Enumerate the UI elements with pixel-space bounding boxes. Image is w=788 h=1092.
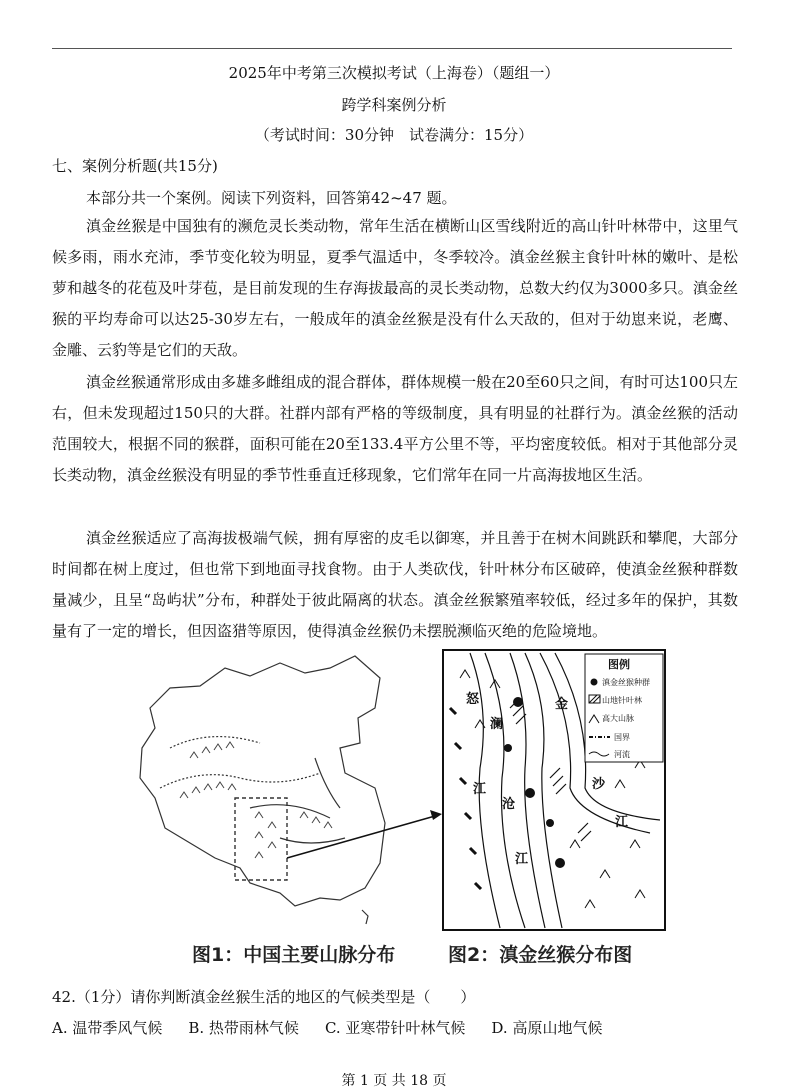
option-a[interactable]: A. 温带季风气候 <box>52 1019 163 1037</box>
mountain-ticks <box>180 742 332 858</box>
figure-maps <box>130 648 670 973</box>
question-42: 42.（1分）请你判断滇金丝猴生活的地区的气候类型是（ ） <box>52 988 476 1006</box>
section-intro: 本部分共一个案例。阅读下列资料，回答第42~47 题。 <box>86 189 457 207</box>
paragraph-1: 滇金丝猴是中国独有的濒危灵长类动物，常年生活在横断山区雪线附近的高山针叶林带中，这里气候多雨，雨水充沛，季节变化较为明显，夏季气温适中，冬季较冷。滇金丝猴主食针叶林的嫩叶、是松萝和越冬的花苞及叶芽苞，是目前发现的生存海拔最高的灵长类动物，总数大约仅为3000多只。滇金丝猴的平均寿命可以达25-30岁左右，一般成年的滇金丝猴是没有什么天敌的，但对于幼崽来说，老鹰、金雕、云豹等是它们的天敌。 <box>52 217 738 359</box>
legend-item: 高大山脉 <box>602 714 634 723</box>
arrow-line <box>287 816 435 858</box>
legend-item: 山地针叶林 <box>602 696 642 705</box>
river-label: 江 <box>515 852 529 867</box>
option-d[interactable]: D. 高原山地气候 <box>491 1019 603 1037</box>
legend-item: 国界 <box>614 733 630 742</box>
paragraph-2: 滇金丝猴通常形成由多雄多雌组成的混合群体，群体规模一般在20至60只之间，有时可达100只左右，但未发现超过150只的大群。社群内部有严格的等级制度，具有明显的社群行为。滇金丝猴的活动范围较大，根据不同的猴群，面积可能在20至133.4平方公里不等，平均密度较低。相对于其他部分灵长类动物，滇金丝猴没有明显的季节性垂直迁移现象，它们常年在同一片高海拔地区生活。 <box>52 373 738 484</box>
river-label: 沙 <box>592 777 606 792</box>
legend-item: 河流 <box>614 750 630 759</box>
exam-title: 2025年中考第三次模拟考试（上海卷）（题组一） <box>228 64 560 82</box>
paragraph-3: 滇金丝猴适应了高海拔极端气候，拥有厚密的皮毛以御寒，并且善于在树木间跳跃和攀爬，大部分时间都在树上度过，但也常下到地面寻找食物。由于人类砍伐，针叶林分布区破碎，使滇金丝猴种群数量减少，且呈“岛屿状”分布，种群处于彼此隔离的状态。滇金丝猴繁殖率较低，经过多年的保护，其数量有了一定的增长，但因盗猎等原因，使得滇金丝猴仍未摆脱濒临灭绝的危险境地。 <box>52 529 738 640</box>
river-label: 金 <box>555 697 569 712</box>
river-label: 怒 <box>466 692 480 707</box>
distribution-map <box>443 650 665 930</box>
figure-caption-2: 图2：滇金丝猴分布图 <box>448 944 633 966</box>
legend-title: 图例 <box>608 658 630 671</box>
river-label: 江 <box>615 815 629 830</box>
arrow-head <box>430 810 442 820</box>
exam-info: （考试时间：30分钟 试卷满分：15分） <box>254 126 534 144</box>
option-c[interactable]: C. 亚寒带针叶林气候 <box>324 1019 466 1037</box>
answer-options <box>52 1017 628 1038</box>
exam-subtitle: 跨学科案例分析 <box>341 96 447 114</box>
page-footer: 第 1 页 共 18 页 <box>341 1073 447 1089</box>
top-rule <box>52 48 732 49</box>
map-legend <box>585 654 663 762</box>
china-map <box>140 656 385 924</box>
river-label: 澜 <box>490 717 504 732</box>
option-b[interactable]: B. 热带雨林气候 <box>188 1019 299 1037</box>
figure-caption-1: 图1：中国主要山脉分布 <box>192 944 396 966</box>
section-heading: 七、案例分析题(共15分) <box>52 157 218 175</box>
river-label: 沧 <box>502 797 516 812</box>
legend-item: 滇金丝猴种群 <box>602 678 650 687</box>
river-label: 江 <box>473 782 487 797</box>
